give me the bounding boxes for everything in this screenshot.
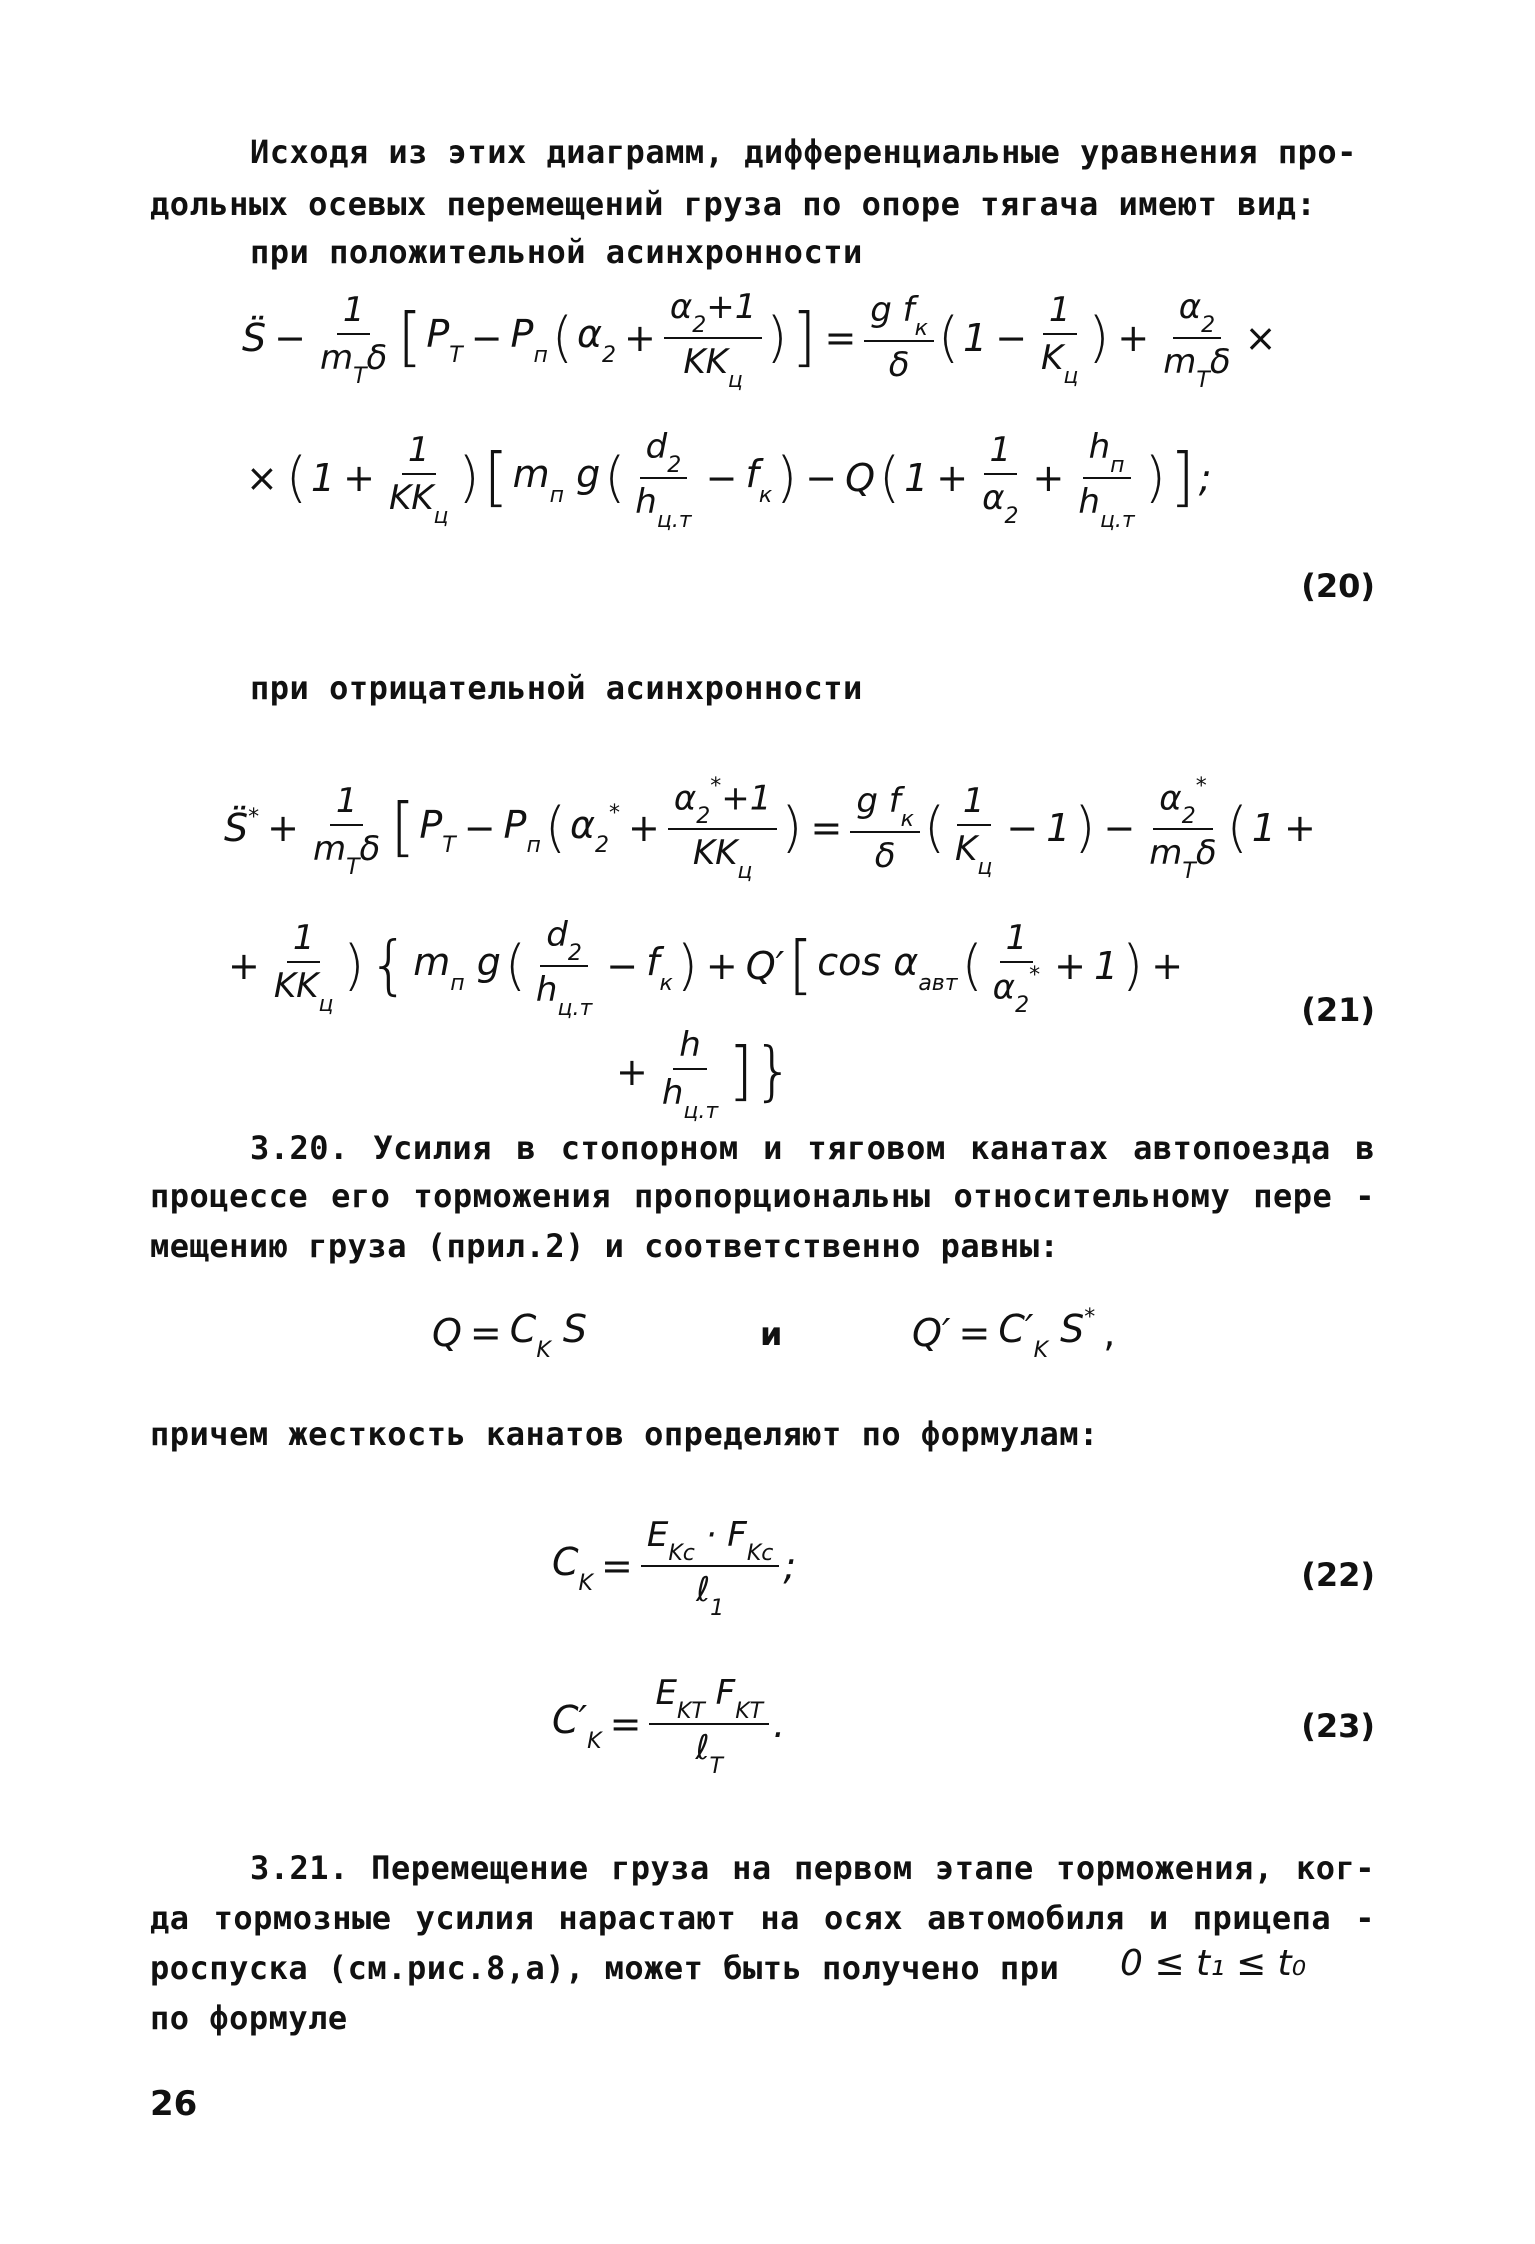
stiffness-sentence: причем жесткость канатов определяют по формулам: bbox=[150, 1415, 1099, 1453]
equation-21-line-3: + $\frac{h}{h_{ц.т}}$ ]} bbox=[616, 1025, 794, 1124]
page-number: 26 bbox=[150, 2084, 198, 2124]
equation-21-line-2: + $\frac{1}{KK_ц}$ ) { $m_п$ g ( $\frac{d_2}{h_{ц.т}}$ − $f_к$ ) + Q′ [ $\cos \alpha_{авт}$ ( $\frac{1}{\alpha_2^*}$ + 1 ) + bbox=[228, 915, 1184, 1021]
equation-number-21: (21) bbox=[1301, 991, 1375, 1029]
inline-range: 0 ≤ t₁ ≤ t₀ bbox=[1120, 1943, 1307, 1984]
equation-21-line-1: S̈* + $\frac{1}{m_T\delta}$ [ $P_T$ − $P_п$ ( $\alpha_2^*$ + $\frac{\alpha_2^*+1}{KK_ц}$ ) = $\frac{g f_к}{\delta}$ ( $\frac{1}{K_ц}$ − 1 ) − $\frac{\alpha_2^*}{m_T\delta}$ ( 1 + bbox=[224, 774, 1316, 884]
equation-20-line-2: × ( 1 + $\frac{1}{KK_ц}$ ) [ $m_п$ g ( $\frac{d_2}{h_{ц.т}}$ − $f_к$ ) − Q ( 1 + $\frac{1}{\alpha_2}$ + $\frac{h_п}{h_{ц.т}}$ ) ] ; bbox=[246, 427, 1212, 533]
equation-23: $C'_K$ = $\frac{E_{KT} F_{KT}}{\ell_T}$ . bbox=[552, 1673, 786, 1779]
para-3-21-line-4: по формуле bbox=[150, 1999, 348, 2037]
para-3-20-line-1: 3.20. Усилия в стопорном и тяговом канатах автопоезда в bbox=[250, 1129, 1375, 1167]
equation-20-line-1: S̈ − $\frac{1}{m_T\delta}$ [ $P_T$ − $P_п$ ( $\alpha_2$ + $\frac{\alpha_2+1}{KK_ц}$ ) ] = $\frac{g f_к}{\delta}$ ( 1 − $\frac{1}{K_ц}$ ) + $\frac{\alpha_2}{m_T\delta}$ × bbox=[242, 287, 1277, 393]
para-3-21-line-2: да тормозные усилия нарастают на осях автомобиля и прицепа - bbox=[150, 1899, 1375, 1937]
equation-q-prime: Q′ = $C'_K$ S* , bbox=[912, 1305, 1116, 1363]
and-word: и bbox=[760, 1315, 783, 1353]
para-3-21-line-3: роспуска (см.рис.8,а), может быть получено при bbox=[150, 1949, 1060, 1987]
equation-number-22: (22) bbox=[1301, 1556, 1375, 1594]
equation-number-20: (20) bbox=[1301, 567, 1375, 605]
negative-async-heading: при отрицательной асинхронности bbox=[250, 669, 863, 707]
para-3-21-line-1: 3.21. Перемещение груза на первом этапе торможения, ког- bbox=[250, 1849, 1375, 1887]
intro-line-1: Исходя из этих диаграмм, дифференциальные уравнения про- bbox=[250, 133, 1357, 171]
intro-line-3: при положительной асинхронности bbox=[250, 233, 863, 271]
para-3-20-line-2: процессе его торможения пропорциональны относительному пере - bbox=[150, 1177, 1375, 1215]
intro-line-2: дольных осевых перемещений груза по опоре тягача имеют вид: bbox=[150, 185, 1317, 223]
equation-q: Q = $C_K$ S bbox=[432, 1307, 587, 1363]
equation-number-23: (23) bbox=[1301, 1707, 1375, 1745]
equation-22: $C_K$ = $\frac{E_{Kc} \cdot F_{Kc}}{\ell_1}$ ; bbox=[552, 1515, 797, 1621]
para-3-20-line-3: мещению груза (прил.2) и соответственно равны: bbox=[150, 1227, 1060, 1265]
